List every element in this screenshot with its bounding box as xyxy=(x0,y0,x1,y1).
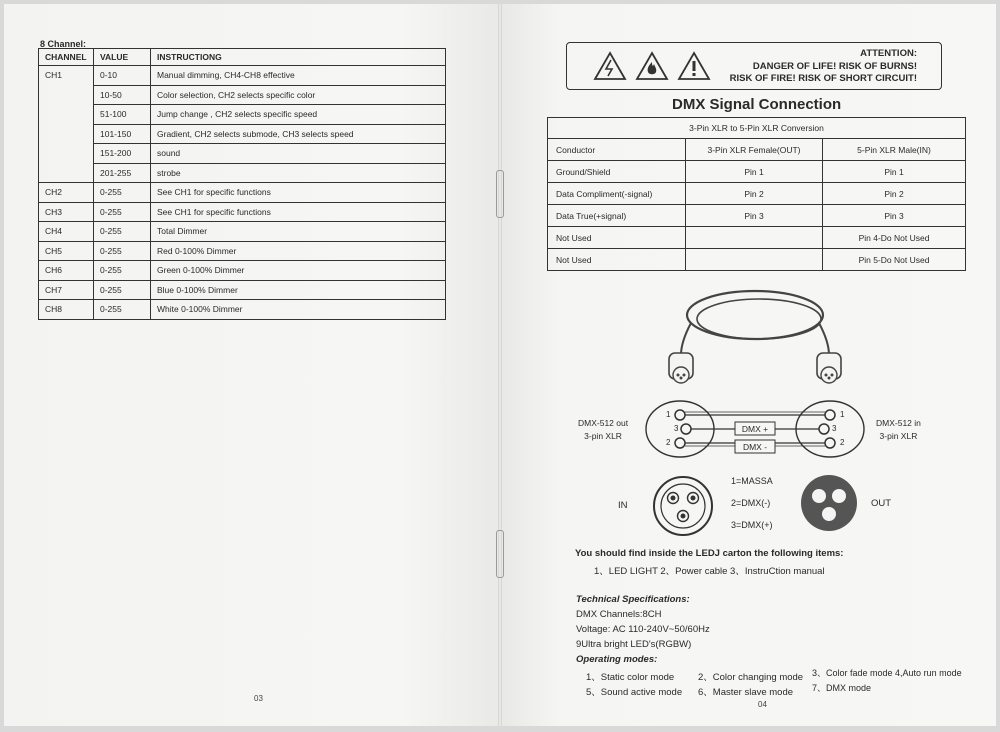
mode-item: 2、Color changing mode xyxy=(698,672,804,683)
table-header-row xyxy=(39,49,446,66)
warning-icon xyxy=(677,51,711,81)
mode-item: 5、Sound active mode xyxy=(586,687,683,698)
conductor-cell: Not Used xyxy=(548,227,686,249)
carton-items: 1、LED LIGHT 2、Power cable 3、InstruCtion manual xyxy=(594,566,825,577)
male-cell: Pin 5-Do Not Used xyxy=(823,249,966,271)
instruction-cell: Red 0-100% Dimmer xyxy=(151,241,446,261)
dmx-title: DMX Signal Connection xyxy=(672,96,842,113)
value-cell: 0-255 xyxy=(94,300,151,320)
dmx-in-line-2: 3-pin XLR xyxy=(879,431,918,441)
left-pin-1: 1 xyxy=(666,410,671,419)
channel-cell: CH5 xyxy=(39,241,94,261)
dmx-out-line-1: DMX-512 out xyxy=(578,418,629,428)
instruction-cell: Blue 0-100% Dimmer xyxy=(151,280,446,300)
spec-voltage: Voltage: AC 110-240V~50/60Hz xyxy=(576,624,710,635)
table-row xyxy=(39,85,446,105)
table-row xyxy=(548,205,966,227)
carton-heading: You should find inside the LEDJ carton the following items: xyxy=(575,548,844,559)
instruction-cell: Gradient, CH2 selects submode, CH3 selects speed xyxy=(151,124,446,144)
value-cell: 0-255 xyxy=(94,261,151,281)
value-cell: 10-50 xyxy=(94,85,151,105)
instruction-cell: sound xyxy=(151,144,446,164)
table-row xyxy=(39,105,446,125)
attention-line-2: DANGER OF LIFE! RISK OF BURNS! xyxy=(752,60,917,72)
channel-table xyxy=(38,48,446,320)
xlr-conversion-table xyxy=(547,117,966,271)
table-row xyxy=(39,300,446,320)
male-cell: Pin 2 xyxy=(823,183,966,205)
channel-cell: CH2 xyxy=(39,183,94,203)
dmx-in-label xyxy=(876,417,921,443)
mode-item: 7、DMX mode xyxy=(812,683,872,693)
male-cell: Pin 3 xyxy=(823,205,966,227)
value-cell: 0-255 xyxy=(94,241,151,261)
value-cell: 151-200 xyxy=(94,144,151,164)
page-fold xyxy=(498,4,502,726)
xlr-in-connector-icon xyxy=(651,474,715,538)
electric-hazard-icon xyxy=(593,51,627,81)
instruction-cell: See CH1 for specific functions xyxy=(151,183,446,203)
attention-text xyxy=(730,48,917,86)
value-cell: 101-150 xyxy=(94,124,151,144)
attention-line-1: ATTENTION: xyxy=(860,48,917,59)
attention-box xyxy=(566,42,942,90)
conductor-cell: Data Compliment(-signal) xyxy=(548,183,686,205)
left-pin-2: 2 xyxy=(666,438,671,447)
dmx-out-line-2: 3-pin XLR xyxy=(584,431,622,441)
male-cell: Pin 4-Do Not Used xyxy=(823,227,966,249)
table-row xyxy=(39,124,446,144)
ch1-cell: CH1 xyxy=(39,66,94,183)
value-cell: 51-100 xyxy=(94,105,151,125)
table-row xyxy=(548,139,966,161)
header-value: VALUE xyxy=(94,49,151,66)
conductor-cell: Ground/Shield xyxy=(548,161,686,183)
mode-item: 1、Static color mode xyxy=(586,672,675,683)
attention-line-3: RISK OF FIRE! RISK OF SHORT CIRCUIT! xyxy=(729,73,917,84)
instruction-cell: strobe xyxy=(151,163,446,183)
dmx-cable-icon xyxy=(655,283,855,388)
right-pin-1: 1 xyxy=(840,410,845,419)
female-cell: 3-Pin XLR Female(OUT) xyxy=(686,139,823,161)
channel-cell: CH6 xyxy=(39,261,94,281)
table-row xyxy=(39,241,446,261)
modes-heading: Operating modes: xyxy=(576,654,658,665)
pin-legend-3: 3=DMX(+) xyxy=(731,520,773,530)
table-row xyxy=(39,280,446,300)
header-instruction: INSTRUCTIONG xyxy=(151,49,446,66)
staple-bottom xyxy=(496,530,504,578)
instruction-cell: See CH1 for specific functions xyxy=(151,202,446,222)
value-cell: 0-255 xyxy=(94,280,151,300)
in-label: IN xyxy=(618,500,628,511)
fire-hazard-icon xyxy=(635,51,669,81)
table-row xyxy=(39,66,446,86)
dmx-minus-label: DMX - xyxy=(742,442,768,452)
female-cell xyxy=(686,227,823,249)
table-row xyxy=(548,161,966,183)
value-cell: 0-10 xyxy=(94,66,151,86)
conductor-cell: Not Used xyxy=(548,249,686,271)
spec-leds: 9Ultra bright LED's(RGBW) xyxy=(576,639,692,650)
table-row xyxy=(39,222,446,242)
channel-heading: 8 Channel: xyxy=(40,39,87,49)
table-row xyxy=(39,261,446,281)
dmx-out-label xyxy=(578,417,628,443)
table-caption-row xyxy=(548,118,966,139)
left-pin-3: 3 xyxy=(674,424,679,433)
channel-cell: CH4 xyxy=(39,222,94,242)
staple-top xyxy=(496,170,504,218)
male-cell: Pin 1 xyxy=(823,161,966,183)
instruction-cell: White 0-100% Dimmer xyxy=(151,300,446,320)
table-row xyxy=(548,249,966,271)
channel-cell: CH3 xyxy=(39,202,94,222)
spec-channels: DMX Channels:8CH xyxy=(576,609,662,620)
out-label: OUT xyxy=(871,498,892,509)
table-row xyxy=(39,163,446,183)
pin-legend-1: 1=MASSA xyxy=(731,476,773,486)
value-cell: 0-255 xyxy=(94,222,151,242)
right-pin-3: 3 xyxy=(832,424,837,433)
conductor-cell: Data True(+signal) xyxy=(548,205,686,227)
table-caption: 3-Pin XLR to 5-Pin XLR Conversion xyxy=(548,118,966,139)
table-row xyxy=(548,227,966,249)
table-row xyxy=(39,202,446,222)
instruction-cell: Total Dimmer xyxy=(151,222,446,242)
dmx-plus-label: DMX + xyxy=(741,424,769,434)
instruction-cell: Color selection, CH2 selects specific color xyxy=(151,85,446,105)
dmx-in-line-1: DMX-512 in xyxy=(876,418,921,428)
xlr-out-connector-icon xyxy=(800,474,858,532)
conductor-cell: Conductor xyxy=(548,139,686,161)
table-row xyxy=(39,183,446,203)
female-cell: Pin 1 xyxy=(686,161,823,183)
male-cell: 5-Pin XLR Male(IN) xyxy=(823,139,966,161)
page-number-right: 04 xyxy=(758,700,767,709)
value-cell: 0-255 xyxy=(94,202,151,222)
right-pin-2: 2 xyxy=(840,438,845,447)
spec-heading: Technical Specifications: xyxy=(576,594,690,605)
value-cell: 0-255 xyxy=(94,183,151,203)
header-channel: CHANNEL xyxy=(39,49,94,66)
pin-legend-2: 2=DMX(-) xyxy=(731,498,771,508)
mode-item: 3、Color fade mode 4,Auto run mode xyxy=(812,668,962,678)
value-cell: 201-255 xyxy=(94,163,151,183)
table-row xyxy=(39,144,446,164)
channel-cell: CH8 xyxy=(39,300,94,320)
female-cell: Pin 3 xyxy=(686,205,823,227)
female-cell: Pin 2 xyxy=(686,183,823,205)
instruction-cell: Jump change , CH2 selects specific speed xyxy=(151,105,446,125)
instruction-cell: Manual dimming, CH4-CH8 effective xyxy=(151,66,446,86)
female-cell xyxy=(686,249,823,271)
mode-item: 6、Master slave mode xyxy=(698,687,794,698)
instruction-cell: Green 0-100% Dimmer xyxy=(151,261,446,281)
channel-cell: CH7 xyxy=(39,280,94,300)
page-number-left: 03 xyxy=(254,694,263,703)
table-row xyxy=(548,183,966,205)
